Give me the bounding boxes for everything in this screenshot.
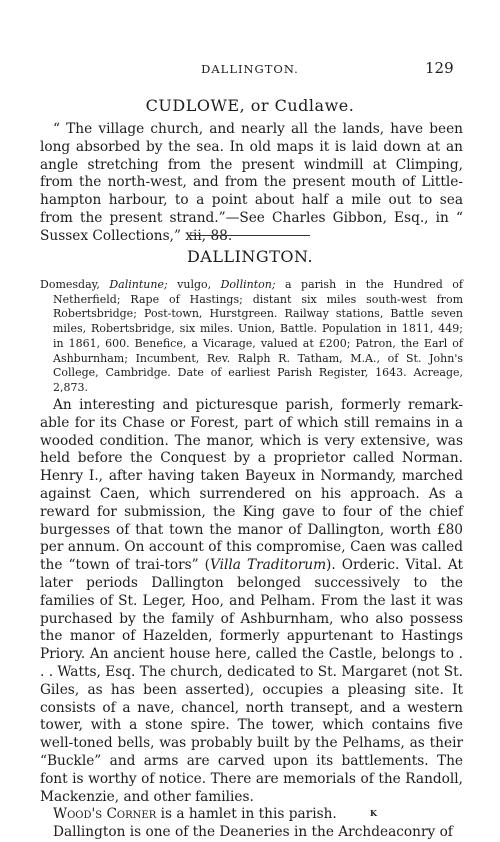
dallington-paragraph — [40, 397, 463, 806]
intro-text-2: vulgo, — [167, 278, 221, 291]
dallington-body-block — [40, 397, 463, 842]
dallington-intro-block — [40, 278, 463, 396]
dallington-intro — [40, 278, 463, 396]
intro-dollinton: Dollinton; — [220, 278, 276, 291]
woods-corner-text: is a hamlet in this parish. — [156, 806, 337, 823]
intro-text-1: Domesday, — [40, 278, 110, 291]
section-divider — [190, 235, 310, 236]
signature-mark: K — [370, 808, 377, 818]
para-text-2: ). Orderic. Vital. At later periods Dallington belonged successively to the families of St. Leger, Hoo, and Pelham. From the last it was purchased by the family of Ashburnham, who also possess the manor of Hazelden, formerly appurtenant to Hastings Priory. An ancient house here, called the Castle, belongs to . . . Watts, Esq. The church, dedicated to St. Margaret (not St. Giles, as has been asserted), occupies a pleasing site. It consists of a nave, chancel, north transept, and a western tower, with a stone spire. The tower, which contains five well-toned bells, was probably built by the Pelhams, as their “Buckle” and arms are carved upon its battlements. The font is worthy of notice. There are memorials of the Randoll, Mackenzie, and other families. — [40, 557, 463, 805]
intro-dalintune: Dalintune; — [109, 278, 168, 291]
dallington-heading: DALLINGTON. — [186, 247, 314, 266]
deaneries-paragraph: Dallington is one of the Deaneries in the Archdeaconry of — [53, 824, 453, 841]
page-number: 129 — [425, 59, 454, 77]
cudlowe-paragraph: “ The village church, and nearly all the lands, have been long absorbed by the sea. In old maps it is laid down at an angle stretching from the present windmill at Climping, from the north-west, and from the present mouth of Little-hampton harbour, to a point about half a mile out to sea from the present strand.”—See Charles Gibbon, Esq., in “ Sussex Collections,” xii, 88. — [40, 121, 463, 244]
para-text-1: An interesting and picturesque parish, formerly remark-able for its Chase or Forest, part of which still remains in a wooded condition. The manor, which is very extensive, was held before the Conquest by a proprietor called Norman. Henry I., after having taken Bayeux in Normandy, marched against Caen, which surrendered on his approach. As a reward for submission, the King gave to four of the chief burgesses of that town the manor of Dallington, worth £80 per annum. On account of this compromise, Caen was called the “town of trai-tors” ( — [40, 397, 463, 574]
cudlowe-heading: CUDLOWE, or Cudlawe. — [145, 96, 355, 115]
running-title: DALLINGTON. — [201, 62, 299, 76]
woods-corner-paragraph — [40, 806, 463, 824]
cudlowe-paragraph-block — [40, 121, 463, 246]
woods-corner-name: Wood's Corner — [53, 806, 157, 823]
para-italic: Villa Traditorum — [210, 557, 327, 574]
intro-text-3: a parish in the Hundred of Netherfield; Rape of Hastings; distant six miles south-west from Robertsbridge; Post-town, Hurstgreen. Railway stations, Battle seven miles, Robertsbridge, six miles. Union, Battle. Population in 1811, 449; in 1861, 600. Benefice, a Vicarage, valued at £200; Patron, the Earl of Ashburnham; Incumbent, Rev. Ralph R. Tatham, M.A., of St. John's College, Cambridge. Date of earliest Parish Register, 1643. Acreage, 2,873. — [53, 278, 463, 394]
